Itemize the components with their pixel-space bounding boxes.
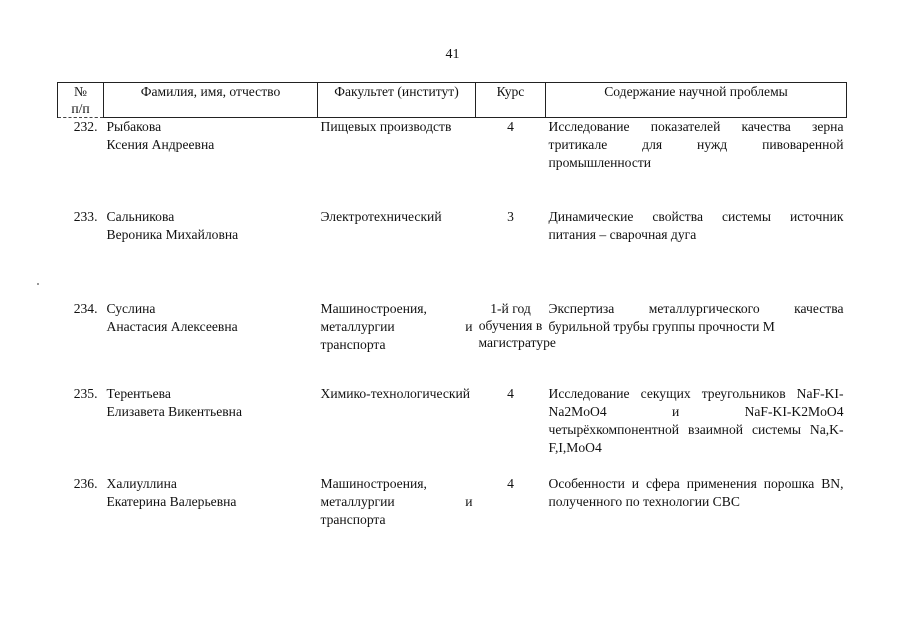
student-surname: Рыбакова xyxy=(106,119,162,134)
faculty: Машиностроения, металлургии и транспорта xyxy=(320,301,473,352)
student-surname: Терентьева xyxy=(106,386,171,401)
student-name xyxy=(104,208,318,300)
student-name xyxy=(104,385,318,475)
student-surname: Сальникова xyxy=(106,209,175,224)
course: 1-й год обучения в магистратуре xyxy=(478,301,556,350)
header-faculty: Факультет (институт) xyxy=(318,83,476,118)
student-given-names: Вероника Михайловна xyxy=(106,227,239,242)
student-name xyxy=(104,475,318,535)
header-course: Курс xyxy=(476,83,546,118)
course: 4 xyxy=(507,119,514,134)
students-table xyxy=(57,82,847,535)
table-row xyxy=(58,118,847,209)
table-row xyxy=(58,385,847,475)
faculty: Пищевых производств xyxy=(320,119,452,134)
research-problem: Исследование показателей качества зерна тритикале для нужд пивоваренной промышленности xyxy=(548,119,844,170)
header-problem: Содержание научной проблемы xyxy=(546,83,847,118)
course: 3 xyxy=(507,209,514,224)
row-number: 235. xyxy=(73,386,98,401)
course: 4 xyxy=(507,386,514,401)
header-number-pp: п/п xyxy=(71,101,90,116)
header-number-sign: № xyxy=(74,84,87,99)
student-given-names: Екатерина Валерьевна xyxy=(106,494,237,509)
faculty: Машиностроения, металлургии и транспорта xyxy=(320,476,473,527)
student-surname: Халиуллина xyxy=(106,476,177,491)
row-number: 232. xyxy=(73,119,98,134)
scan-speck xyxy=(37,283,39,285)
faculty: Химико-технологический xyxy=(320,386,471,401)
research-problem: Экспертиза металлургического качества бурильной трубы группы прочности М xyxy=(548,301,844,334)
research-problem: Особенности и сфера применения порошка BN, полученного по технологии СВС xyxy=(548,476,844,509)
table-header-row xyxy=(58,83,847,118)
table-row xyxy=(58,208,847,300)
header-name: Фамилия, имя, отчество xyxy=(104,83,318,118)
student-name xyxy=(104,300,318,385)
row-number: 233. xyxy=(73,209,98,224)
research-problem: Исследование секущих треугольников NaF-KI-Na2MoO4 и NaF-KI-K2MoO4 четырёхкомпонентной взаимной системы Na,K-F,I,MoO4 xyxy=(548,386,844,455)
table-row xyxy=(58,475,847,535)
student-given-names: Ксения Андреевна xyxy=(106,137,215,152)
research-problem: Динамические свойства системы источник питания – сварочная дуга xyxy=(548,209,844,242)
page-number: 41 xyxy=(445,47,460,62)
row-number: 236. xyxy=(73,476,98,491)
header-number xyxy=(58,83,104,118)
row-number: 234. xyxy=(73,301,98,316)
student-given-names: Елизавета Викентьевна xyxy=(106,404,242,419)
course: 4 xyxy=(507,476,514,491)
student-name xyxy=(104,118,318,209)
table-row xyxy=(58,300,847,385)
student-given-names: Анастасия Алексеевна xyxy=(106,319,238,334)
faculty: Электротехнический xyxy=(320,209,442,224)
student-surname: Суслина xyxy=(106,301,156,316)
